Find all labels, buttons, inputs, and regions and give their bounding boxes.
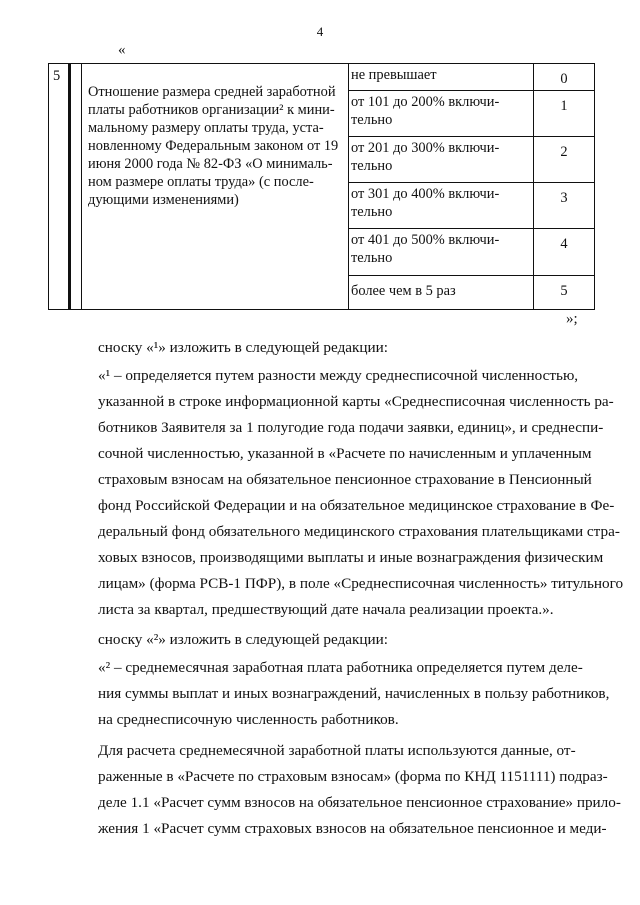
footnote-1-text bbox=[98, 363, 598, 389]
range-line: тельно bbox=[351, 204, 393, 220]
criterion-description bbox=[82, 64, 349, 310]
points-cell: 4 bbox=[534, 229, 595, 276]
row-number: 5 bbox=[49, 64, 70, 310]
desc-line: дующими изменениями) bbox=[88, 192, 239, 208]
text-line: деле 1.1 «Расчет сумм взносов на обязательное пенсионное страхование» прило- bbox=[98, 794, 621, 811]
desc-line: мальному размеру оплаты труда, уста- bbox=[88, 120, 324, 136]
criteria-table bbox=[48, 63, 595, 310]
desc-line: ном размере оплаты труда» (с после- bbox=[88, 174, 314, 190]
closing-quote: »; bbox=[566, 311, 578, 327]
text-line: фонд Российской Федерации и на обязательное медицинское страхование в Фе- bbox=[98, 497, 615, 514]
range-line: от 101 до 200% включи- bbox=[351, 94, 500, 110]
text-line: листа за квартал, предшествующий дате начала реализации проекта.». bbox=[98, 601, 554, 618]
footnote-1-body bbox=[98, 389, 624, 623]
text-line: жения 1 «Расчет сумм страховых взносов на обязательное пенсионное и меди- bbox=[98, 820, 607, 837]
desc-line: Отношение размера средней заработной bbox=[88, 84, 336, 100]
page-number: 4 bbox=[316, 24, 324, 39]
blank-column bbox=[70, 64, 82, 310]
points-cell: 5 bbox=[534, 276, 595, 310]
desc-line: июня 2000 года № 82-ФЗ «О минималь- bbox=[88, 156, 333, 172]
text-line: ботников Заявителя за 1 полугодие года подачи заявки, единиц», и среднеспи- bbox=[98, 419, 604, 436]
range-line: тельно bbox=[351, 250, 393, 266]
text-line: страховым взносам на обязательное пенсионное страхование в Пенсионный bbox=[98, 471, 592, 488]
text-line: «¹ – определяется путем разности между среднесписочной численностью, bbox=[98, 367, 579, 384]
range-line: тельно bbox=[351, 112, 393, 128]
desc-line: платы работников организации² к мини- bbox=[88, 102, 335, 118]
text-line: ния суммы выплат и иных вознаграждений, начисленных в пользу работников, bbox=[98, 685, 610, 702]
text-line: «² – среднемесячная заработная плата работника определяется путем деле- bbox=[98, 659, 583, 676]
range-cell: более чем в 5 раз bbox=[349, 276, 534, 310]
points-cell: 0 bbox=[534, 64, 595, 91]
footnote-2-heading bbox=[98, 627, 595, 653]
footnote-2-text bbox=[98, 655, 610, 733]
range-cell bbox=[349, 91, 534, 137]
text-line: на среднесписочную численность работников. bbox=[98, 711, 399, 728]
range-line: от 401 до 500% включи- bbox=[351, 232, 500, 248]
text-line: Для расчета среднемесячной заработной платы используются данные, от- bbox=[98, 742, 576, 759]
range-cell bbox=[349, 183, 534, 229]
range-cell bbox=[349, 229, 534, 276]
text-line: деральный фонд обязательного медицинского страхования плательщиками стра- bbox=[98, 523, 620, 540]
range-line: от 201 до 300% включи- bbox=[351, 140, 500, 156]
range-cell: не превышает bbox=[349, 64, 534, 91]
range-line: от 301 до 400% включи- bbox=[351, 186, 500, 202]
text-line: ховых взносов, производящими выплаты и иные вознаграждения физическим bbox=[98, 549, 604, 566]
text-line: лицам» (форма РСВ-1 ПФР), в поле «Среднесписочная численность» титульного bbox=[98, 575, 624, 592]
points-cell: 1 bbox=[534, 91, 595, 137]
footnote-1-heading bbox=[98, 335, 595, 361]
calculation-paragraph bbox=[98, 738, 621, 842]
desc-line: новленному Федеральным законом от 19 bbox=[88, 138, 339, 154]
text-line: раженные в «Расчете по страховым взносам» (форма по КНД 1151111) подраз- bbox=[98, 768, 608, 785]
range-line: тельно bbox=[351, 158, 393, 174]
range-cell bbox=[349, 137, 534, 183]
text-line: сочной численностью, указанной в «Расчете по начисленным и уплаченным bbox=[98, 445, 592, 462]
points-cell: 2 bbox=[534, 137, 595, 183]
points-cell: 3 bbox=[534, 183, 595, 229]
text-line: указанной в строке информационной карты «Среднесписочная численность ра- bbox=[98, 393, 614, 410]
opening-quote: « bbox=[118, 42, 126, 58]
text-line: сноску «¹» изложить в следующей редакции: bbox=[98, 339, 389, 356]
text-line: сноску «²» изложить в следующей редакции: bbox=[98, 631, 389, 648]
